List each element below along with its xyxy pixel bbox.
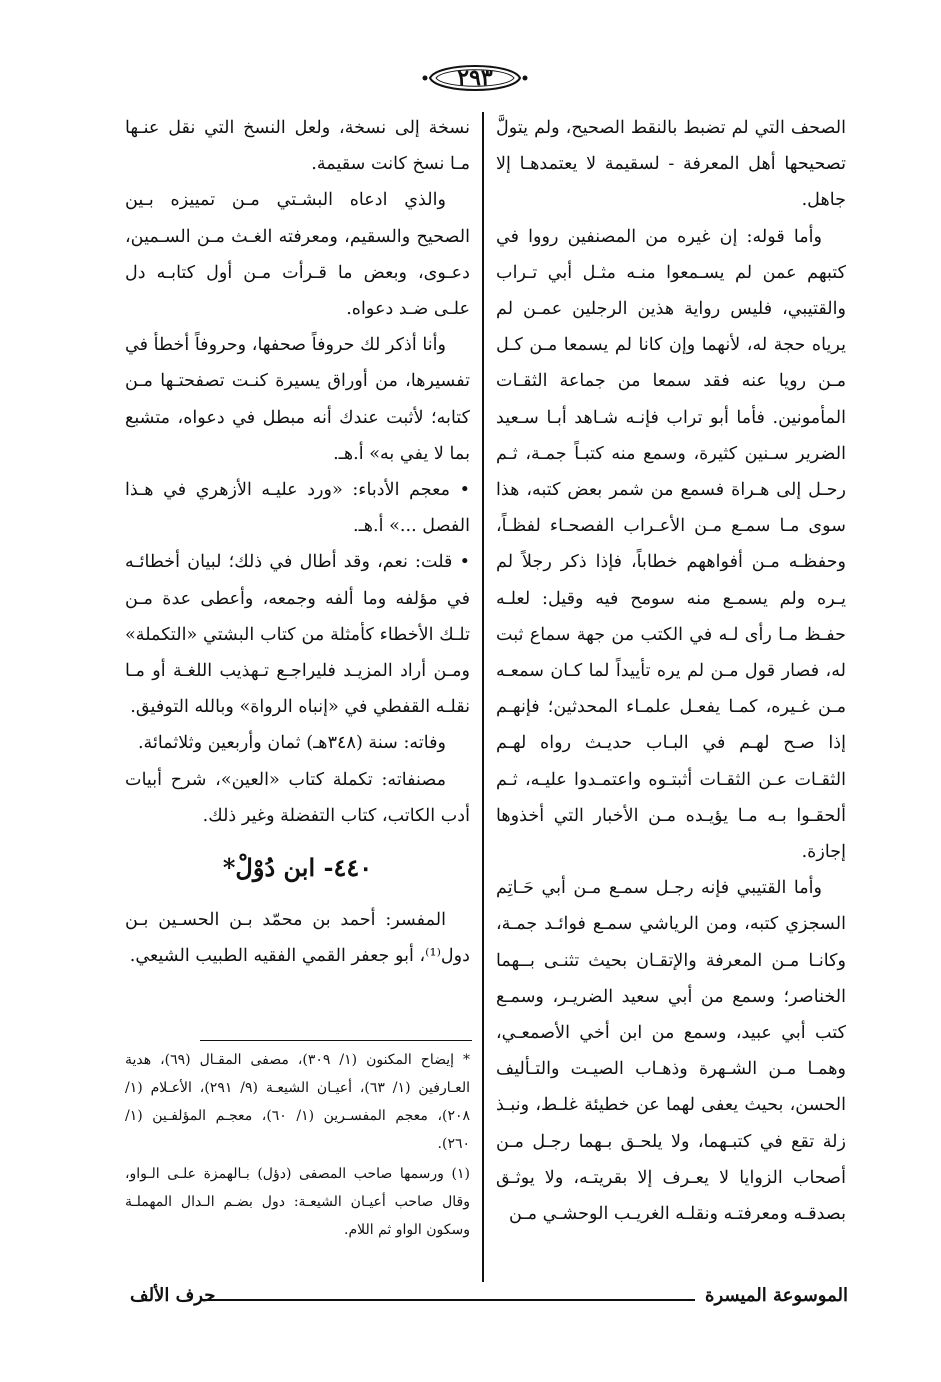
right-column-paragraph: الصحف التي لم تضبط بالنقط الصحيح، ولم يتولَّ تصحيحها أهل المعرفة - لسقيمة لا يعتمدهـا إلا جاهل.	[496, 118, 846, 211]
left-column-paragraph: المفسر: أحمد بن محمّد بـن الحسـين بـن دول⁽¹⁾، أبو جعفر القمي الفقيه الطبيب الشيعي.	[125, 910, 470, 967]
footer-section-name: حرف الألف	[130, 1285, 216, 1306]
footnote: * إيضاح المكنون (١/ ٣٠٩)، مصفى المقـال (٦٩)، هدية العـارفين (١/ ٦٣)، أعيـان الشيعـة (٩/ ٢٩١)، الأعـلام (١/ ٢٠٨)، معجم المفسـرين (١/ ٦٠)، معجـم المؤلفـين (١/ ٢٦٠).	[125, 1052, 471, 1152]
left-column-paragraph: مصنفاته: تكملة كتاب «العين»، شرح أبيات أدب الكاتب، كتاب التفضلة وغير ذلك.	[125, 769, 470, 826]
footnote-separator	[200, 1040, 472, 1041]
left-text-column	[125, 110, 470, 974]
right-column-paragraph: وأما القتيبي فإنه رجـل سمـع مـن أبي حَـاتِم السجزي كتبه، ومن الرياشي سمـع فوائـد جمـة، وكانـا مـن المعرفة والإتقـان بحيث تثنـى بــهما الخناصر؛ وسمع من أبي سعيد الضريـر، وسمـع كتب أبي عبيد، وسمع من ابن أخي الأصمعـي، وهمـا مـن الشـهرة وذهـاب الصيـت والتـأليف الحسن، بحيث يعفى لهما عن خطيئة غلـط، ونبـذ زلة تقع في كتبـهما، ولا يلحـق بـهما رجـل مـن أصحاب الزوايا لا يعـرف إلا بقريتـه، ولا يوثـق بصدقـه ومعرفتـه ونقلـه الغريـب الوحشـي مـن	[496, 878, 846, 1225]
left-column-paragraph: وأنا أذكر لك حروفاً صحفها، وحروفاً أخطأ في تفسيرها، من أوراق يسيرة كنـت تصفحتـها مـن كتابه؛ لأثبت عندك أنه مبطل في دعواه، متشبع بما لا يفي به» أ.هـ.	[125, 335, 470, 464]
left-column-bullet-paragraph: • قلت: نعم، وقد أطال في ذلك؛ لبيان أخطائـه في مؤلفه وما ألفه وجمعه، وأعطى عدة مـن تلـك الأخطاء كأمثلة من كتاب البشتي «التكملة» ومـن أراد المزيـد فليراجـع تـهذيب اللغـة أو مـا نقلـه القفطي في «إنباه الرواة» وبالله التوفيق.	[125, 552, 470, 718]
left-column-paragraph: نسخة إلى نسخة، ولعل النسخ التي نقل عنـها مـا نسخ كانت سقيمة.	[125, 118, 470, 175]
entry-title: ٤٤٠- ابن دُوْلْ*	[222, 853, 373, 883]
footer-rule	[205, 1299, 695, 1301]
page-number: ٢٩٣	[457, 65, 493, 91]
left-column-bullet-paragraph: • معجم الأدباء: «ورد عليـه الأزهري في هـذا الفصل ...» أ.هـ.	[125, 480, 470, 537]
footnotes	[125, 1046, 470, 1246]
left-column-paragraph: والذي ادعاه البشـتي مـن تمييزه بـين الصحيح والسقيم، ومعرفته الغـث مـن السـمين، دعـوى، وبعض ما قـرأت مـن أول كتابـه دل علـى ضـد دعواه.	[125, 190, 470, 320]
footer-book-title: الموسوعة الميسرة	[705, 1285, 848, 1306]
left-column-paragraph: وفاته: سنة (٣٤٨هـ) ثمان وأربعين وثلاثمائة.	[137, 733, 446, 754]
right-text-column	[496, 110, 846, 1232]
footnote: (١) ورسمها صاحب المصفى (دؤل) بـالهمزة علـى الـواو، وقال صاحب أعيـان الشيعـة: دول بضـم الـدال المهملـة وسكون الواو ثم اللام.	[125, 1166, 470, 1238]
page-number-ornament	[420, 58, 530, 98]
page-footer	[130, 1285, 848, 1315]
right-column-paragraph: وأما قوله: إن غيره من المصنفين رووا في كتبهم عمن لم يسـمعوا منـه مثـل أبي تـراب والقتيبي، فليس رواية هذين الرجلين عمـن لم يرياه حجة له، لأنهما وإن كانا لم يسمعا مـن كـل مـن رويا عنه فقد سمعا من جماعة الثقـات المأمونين. فأما أبو تراب فإنـه شـاهد أبـا سـعيد الضرير سـنين كثيرة، وسمع منه كتبـاً جمـة، ثـم رحـل إلى هـراة فسمع من شمر بعض كتبه، هذا سوى مـا سمـع مـن الأعـراب الفصحـاء لفظـاً، وحفظـه مـن أفواههم خطاباً، فإذا ذكر رجلاً لم يـره ولم يسمـع منه سومح فيه وقيل: لعلـه حفـظ مـا رأى لـه في الكتب من جهة سماع ثبت له، فصار قول مـن لم يره تأييداً لما كـان سمعـه مـن غـيره، كمـا يفعـل علمـاء المحدثين؛ فإنهـم إذا صـح لهـم في البـاب حديـث رواه لهـم الثقـات عـن الثقـات أثبتـوه واعتمـدوا عليـه، ثـم ألحقـوا بـه مـا يؤيـده مـن الأخبار التي أخذوها إجازة.	[496, 226, 846, 863]
column-divider	[482, 112, 484, 1282]
